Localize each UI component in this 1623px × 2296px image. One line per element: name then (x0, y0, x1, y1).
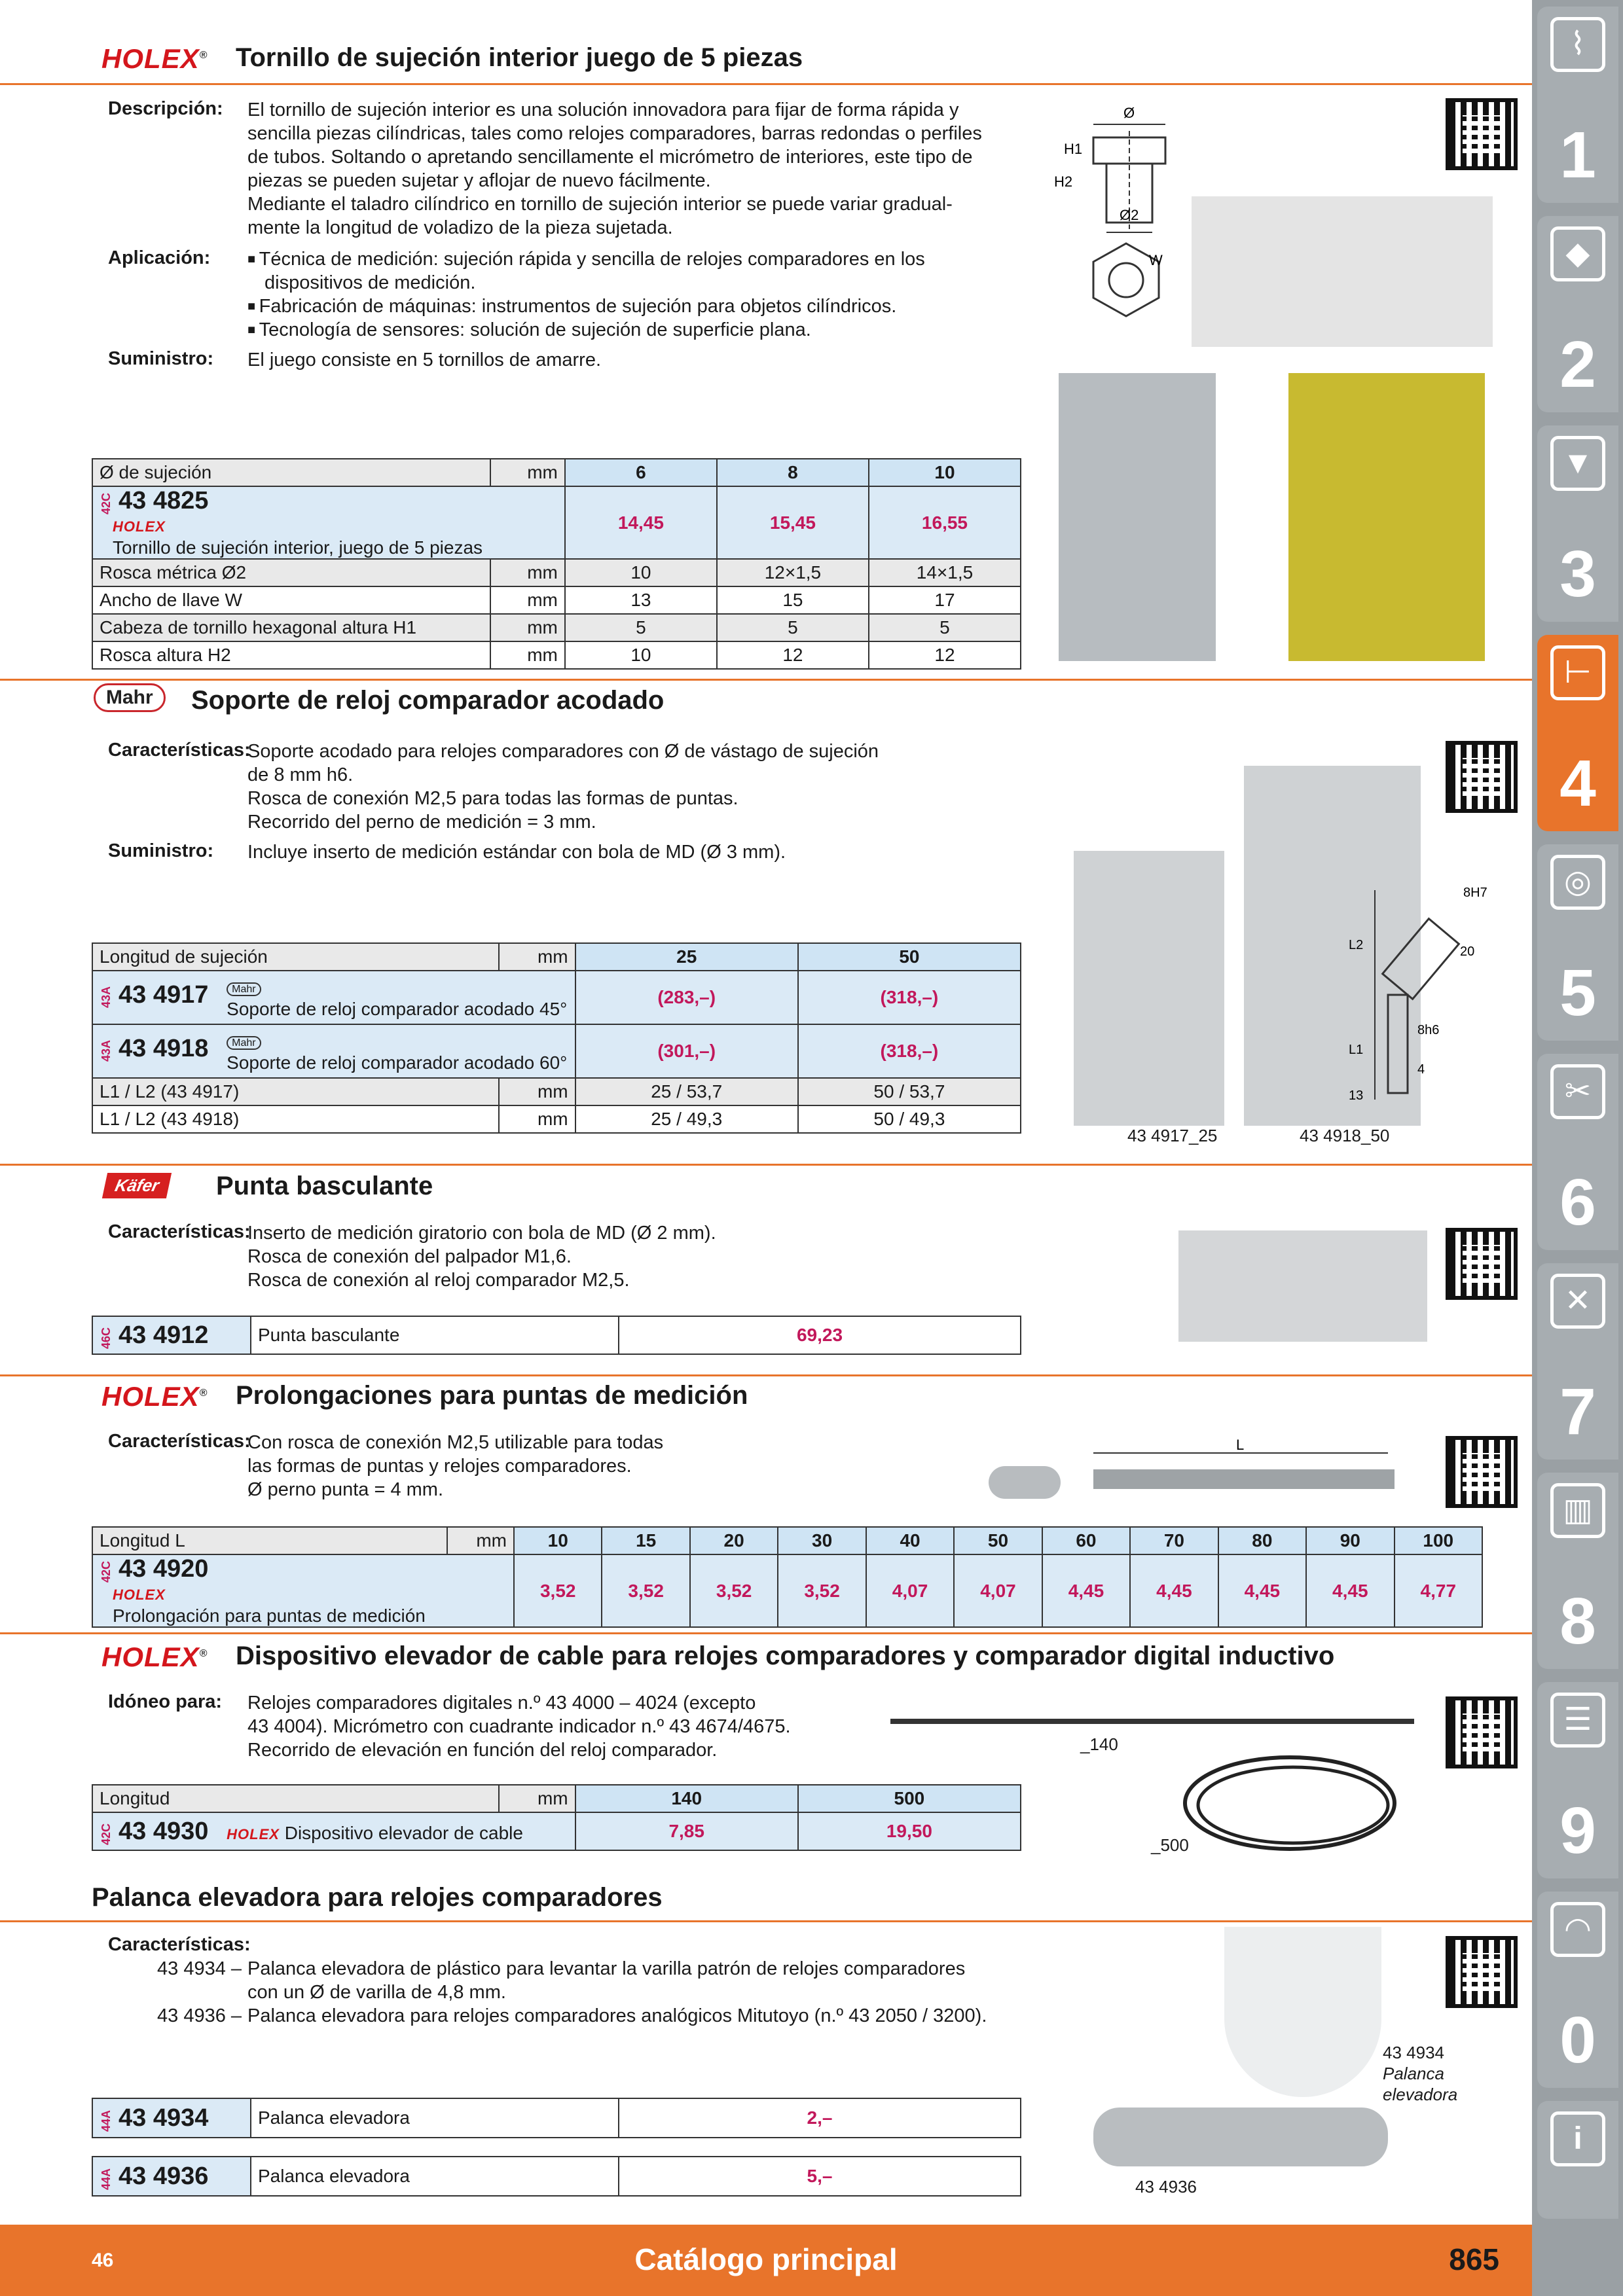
chapter-tab-2[interactable]: ◆ 2 (1537, 216, 1618, 412)
caption-434934: 43 4934 Palanca elevadora (1383, 2043, 1458, 2104)
dim-d: Ø (1123, 105, 1135, 121)
features-text: Con rosca de conexión M2,5 utilizable para todas las formas de puntas y relojes comparadores. Ø perno punta = 4 mm. (247, 1432, 664, 1500)
chapter-tab-9[interactable]: ☰ 9 (1537, 1682, 1618, 1878)
svg-text:20: 20 (1460, 944, 1475, 959)
spec-table-434912: 46C 43 4912 Punta basculante 69,23 (92, 1316, 1021, 1355)
pliers-icon: ✕ (1550, 1274, 1605, 1329)
spec-table-434917: Longitud de sujeción mm 25 50 43A 43 4917 Mahr Soporte de reloj comparador acodado 45° (283,–) (318,–) 43A 43 4918 Mahr Soporte de reloj comparador acodado 60° (301,–) (318,–) L1 / L2 (43 4917) mm 25 / 53,7 50 / 53,7 L1 / L2 (43 4918) mm 25 / 49,3 50 / 49,3 (92, 942, 1021, 1134)
article-ref: 43 4912 (119, 1321, 209, 1349)
svg-text:L: L (1236, 1437, 1245, 1453)
caption-434918: 43 4918_50 (1300, 1126, 1390, 1145)
holex-logo: HOLEX® (101, 1641, 208, 1672)
chapter-tab-8[interactable]: ▥ 8 (1537, 1473, 1618, 1669)
spec-table-434825: Ø de sujeción mm 6 8 10 42C 43 4825 HOLEX Tornillo de sujeción interior, juego de 5 piezas 14,45 15,45 16,55 Rosca métrica Ø2 mm 10 12×1,5 14×1,5 Ancho de llave W mm 13 15 17 Cabeza de tornillo hexagonal altura H1 mm 5 5 5 Rosca altura H2 mm 10 12 12 (92, 458, 1021, 670)
qr-code (1446, 98, 1518, 170)
holex-logo: HOLEX® (101, 1381, 208, 1412)
article-ref: 43 4825 (119, 487, 209, 514)
suitable-label: Idóneo para: (108, 1691, 223, 1712)
caption-434936: 43 4936 (1135, 2177, 1197, 2197)
section-title: Prolongaciones para puntas de medición (236, 1381, 748, 1410)
screw-technical-drawing (1041, 98, 1185, 347)
wrench-icon: ✂ (1550, 1064, 1605, 1119)
qr-code (1446, 741, 1518, 813)
screw-set-photo (1192, 196, 1493, 347)
chapter-tab-7[interactable]: ✕ 7 (1537, 1263, 1618, 1460)
cabinet-icon: ☰ (1550, 1693, 1605, 1748)
article-ref: 43 4918 (119, 1034, 209, 1062)
dim-h2: H2 (1054, 173, 1073, 190)
article-ref: 43 4936 (119, 2162, 209, 2190)
chapter-tab-info[interactable] (1537, 2101, 1618, 2219)
description-text: El tornillo de sujeción interior es una solución innovadora para fijar de forma rápida y sencilla piezas cilíndricas, tales como relojes comparadores, barras redondas o perfiles de tubos. Soltando o apretando sencillamente el micrómetro de interiores, este tipo de piezas se pueden sujetar y aflojar de nuevo fácilmente. Mediante el taladro cilíndrico en tornillo de sujeción interior se puede variar gradual- mente la longitud de voladizo de la pieza sujetada. (247, 99, 982, 238)
drill-icon: ⌇ (1550, 17, 1605, 72)
holex-logo: HOLEX® (101, 43, 208, 74)
insert-icon: ◆ (1550, 226, 1605, 281)
caliper-icon: ⊢ (1550, 645, 1605, 700)
caption-500: _500 (1151, 1835, 1189, 1855)
chapter-tab-5[interactable]: ◎ 5 (1537, 844, 1618, 1041)
description-label: Descripción: (108, 98, 223, 119)
chapter-tab-6[interactable]: ✂ 6 (1537, 1054, 1618, 1250)
supply-label: Suministro: (108, 840, 214, 861)
saw-blade-icon: ◎ (1550, 855, 1605, 910)
features-list: 43 4934 – Palanca elevadora de plástico para levantar la varilla patrón de relojes comparadores con un Ø de varilla de 4,8 mm. 43 4936 – Palanca elevadora para relojes comparadores analógicos Mitutoyo (n.º 43 2050 / 3200). (157, 1958, 987, 2026)
svg-text:L1: L1 (1349, 1043, 1364, 1057)
extension-drawing (1087, 1433, 1427, 1505)
features-text: Inserto de medición giratorio con bola de MD (Ø 2 mm). Rosca de conexión del palpador M1,6. Rosca de conexión al reloj comparador M2,5. (247, 1223, 716, 1291)
suitable-text: Relojes comparadores digitales n.º 43 4000 – 4024 (excepto 43 4004). Micrómetro con cuadrante indicador n.º 43 4674/4675. Recorrido de elevación en función del reloj comparador. (247, 1693, 791, 1761)
holder-dimension-drawing (1336, 877, 1493, 1119)
article-ref: 43 4920 (119, 1555, 209, 1583)
chapter-tab-4[interactable]: ⊢ 4 (1537, 635, 1618, 831)
dim-w: W (1149, 252, 1163, 268)
article-ref: 43 4934 (119, 2104, 209, 2132)
section-title: Tornillo de sujeción interior juego de 5 piezas (236, 43, 803, 72)
supply-label: Suministro: (108, 348, 214, 369)
spec-table-434930: Longitud mm 140 500 42C 43 4930 HOLEX Dispositivo elevador de cable 7,85 19,50 (92, 1784, 1021, 1851)
qr-code (1446, 1228, 1518, 1300)
features-label: Características: (108, 1221, 251, 1242)
svg-text:L2: L2 (1349, 938, 1364, 952)
supply-text: El juego consiste en 5 tornillos de amarre. (247, 350, 602, 370)
spec-table-434934: 44A 43 4934 Palanca elevadora 2,– (92, 2098, 1021, 2138)
page-footer (0, 2225, 1532, 2296)
lever-434936-photo (1093, 2108, 1388, 2166)
section-divider (0, 1374, 1532, 1376)
spec-table-434936: 44A 43 4936 Palanca elevadora 5,– (92, 2156, 1021, 2197)
section-divider (0, 1920, 1532, 1922)
holder-45-photo (1074, 851, 1224, 1126)
features-label: Características: (108, 1431, 251, 1452)
info-icon: i (1550, 2111, 1605, 2166)
tool-holder-icon: ▼ (1550, 436, 1605, 491)
article-ref: 43 4930 (119, 1817, 209, 1845)
svg-text:8h6: 8h6 (1417, 1023, 1440, 1037)
kafer-logo: Käfer (102, 1173, 172, 1198)
features-label: Características: (108, 1934, 251, 1955)
workbench-icon: ▥ (1550, 1483, 1605, 1538)
section-title: Soporte de reloj comparador acodado (191, 686, 665, 715)
application-label: Aplicación: (108, 247, 211, 268)
svg-text:4: 4 (1417, 1062, 1425, 1077)
section-title: Palanca elevadora para relojes comparadores (92, 1883, 663, 1912)
qr-code (1446, 1436, 1518, 1508)
section-divider (0, 1164, 1532, 1166)
chapter-tab-3[interactable]: ▼ 3 (1537, 425, 1618, 622)
catalog-title: Catálogo principal (634, 2242, 898, 2276)
section-divider (0, 83, 1532, 85)
swivel-tip-photo (1178, 1230, 1427, 1342)
mahr-logo: Mahr (94, 683, 166, 712)
left-page-number: 46 (92, 2250, 114, 2271)
caption-140: _140 (1080, 1734, 1118, 1754)
section-title: Punta basculante (216, 1172, 433, 1200)
svg-text:8H7: 8H7 (1463, 886, 1487, 900)
features-label: Características: (108, 740, 251, 761)
svg-text:13: 13 (1349, 1088, 1364, 1103)
application-list: ■ Técnica de medición: sujeción rápida y sencilla de relojes comparadores en los dispositivos de medición. ■ Fabricación de máquinas: instrumentos de sujeción para objetos cilíndricos. ■ Tecnología de sensores: solución de sujeción de superficie plana. (247, 247, 925, 342)
features-text: Soporte acodado para relojes comparadores con Ø de vástago de sujeción de 8 mm h6. Rosca de conexión M2,5 para todas las formas de puntas. Recorrido del perno de medición = 3 mm. (247, 741, 879, 833)
chapter-tab-1[interactable]: ⌇ 1 (1537, 7, 1618, 203)
section-title: Dispositivo elevador de cable para relojes comparadores y comparador digital inductivo (236, 1641, 1335, 1670)
dim-d2: Ø2 (1120, 207, 1139, 223)
page-number: 865 (1449, 2242, 1499, 2276)
qr-code (1446, 1696, 1518, 1768)
clamping-demo-photo (1288, 373, 1485, 661)
supply-text: Incluye inserto de medición estándar con bola de MD (Ø 3 mm). (247, 842, 786, 863)
section-divider (0, 1632, 1532, 1634)
lever-434934-photo (1224, 1927, 1381, 2097)
article-ref: 43 4917 (119, 980, 209, 1009)
cable-500-photo (1178, 1748, 1427, 1859)
spec-table-434920: Longitud L mm 10 15 20 30 40 50 60 70 80 90 100 42C 43 4920 HOLEX Prolongación para puntas de medición 3,52 3,52 3,52 3,52 4,07 4,07 4,45 4,45 4,45 4,45 4,77 (92, 1526, 1483, 1628)
safety-glasses-icon: ◠ (1550, 1902, 1605, 1957)
dial-gauge-photo (1059, 373, 1216, 661)
cable-140-photo (890, 1719, 1414, 1724)
section-divider (0, 679, 1532, 681)
extension-tip-photo (989, 1466, 1061, 1499)
chapter-tab-0[interactable]: ◠ 0 (1537, 1892, 1618, 2088)
caption-434917: 43 4917_25 (1127, 1126, 1218, 1145)
qr-code (1446, 1936, 1518, 2008)
dim-h1: H1 (1064, 141, 1083, 157)
